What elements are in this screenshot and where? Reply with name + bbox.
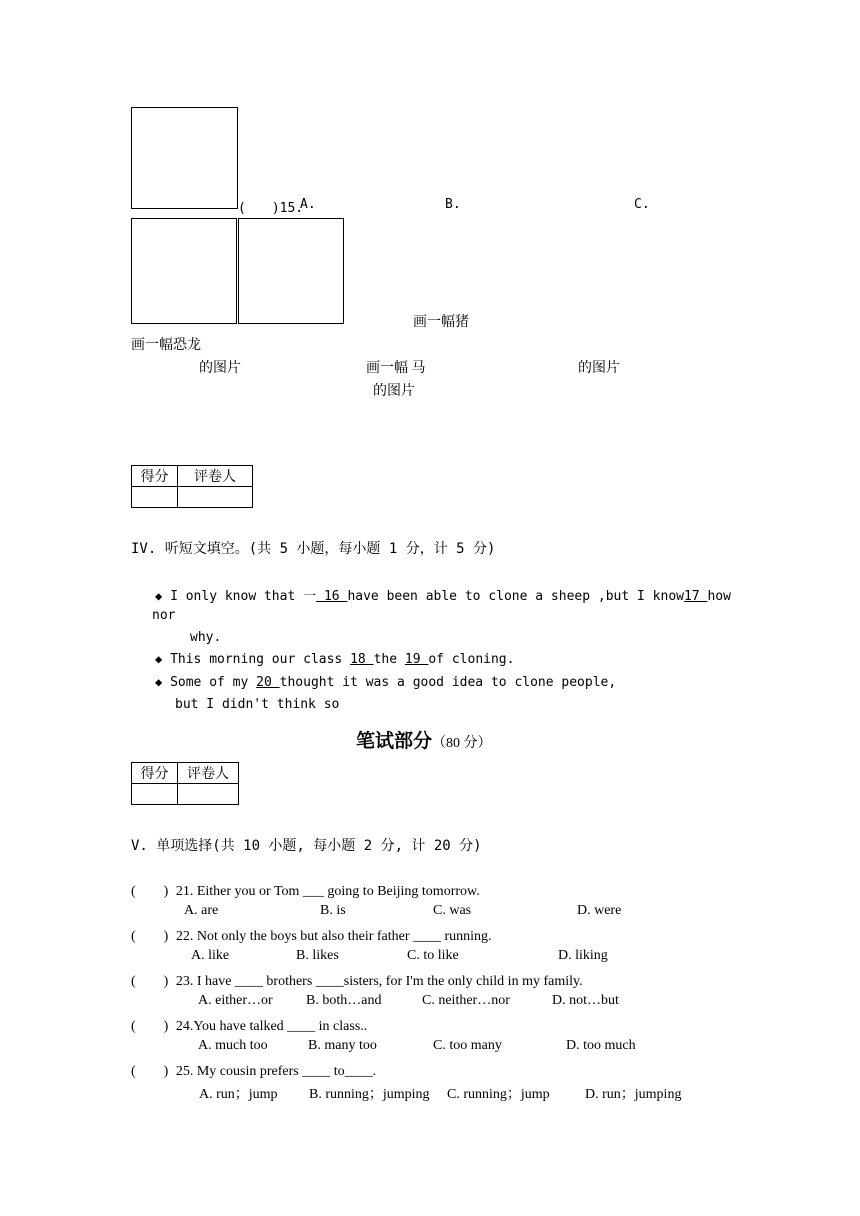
score-cell	[132, 784, 178, 805]
caption-horse-2: 的图片	[373, 384, 415, 399]
caption-dino-2: 的图片	[199, 361, 241, 376]
grader-cell	[178, 784, 239, 805]
question-24	[131, 1015, 367, 1035]
caption-pig: 画一幅猪	[413, 315, 469, 330]
q25-option-b[interactable]: B. running；jumping	[309, 1087, 430, 1102]
question-25	[131, 1060, 376, 1080]
text: of cloning.	[428, 652, 515, 667]
q22-option-b[interactable]: B. likes	[296, 948, 339, 963]
q15-option-a: A.	[300, 197, 316, 212]
score-header: 得分	[132, 763, 178, 784]
q24-option-d[interactable]: D. too much	[566, 1038, 636, 1053]
answer-paren[interactable]: ( )	[131, 1064, 169, 1079]
grader-header: 评卷人	[178, 763, 239, 784]
picture-box-b	[131, 218, 237, 324]
blank-20[interactable]: 20	[256, 675, 280, 690]
q25-option-a[interactable]: A. run；jump	[199, 1087, 278, 1102]
text: have been able to clone a sheep ,but I know	[347, 589, 684, 604]
q23-option-d[interactable]: D. not…but	[552, 993, 619, 1008]
text: Some of my	[170, 675, 257, 690]
q23-option-a[interactable]: A. either…or	[198, 993, 273, 1008]
score-table-2	[131, 762, 239, 805]
picture-box-c	[238, 218, 344, 324]
bullet-diamond-icon: ◆	[155, 675, 163, 689]
q22-option-c[interactable]: C. to like	[407, 948, 459, 963]
fill-line-2	[155, 652, 514, 667]
text: thought it was a good idea to clone people,	[279, 675, 617, 690]
q23-option-c[interactable]: C. neither…nor	[422, 993, 510, 1008]
answer-paren[interactable]: ( )	[131, 929, 169, 944]
question-stem: 25. My cousin prefers ____ to____.	[175, 1064, 377, 1079]
question-stem: 22. Not only the boys but also their father ____ running.	[175, 929, 492, 944]
q21-option-c[interactable]: C. was	[433, 903, 472, 918]
section-5-title: V. 单项选择(共 10 小题, 每小题 2 分, 计 20 分)	[131, 838, 482, 854]
answer-paren[interactable]: ( )	[131, 884, 169, 899]
blank-17[interactable]: 17	[683, 589, 708, 604]
blank-19[interactable]: 19	[404, 652, 429, 667]
caption-horse: 画一幅 马	[366, 361, 426, 376]
question-stem: 21. Either you or Tom ___ going to Beijing tomorrow.	[175, 884, 480, 899]
caption-pig-2: 的图片	[578, 361, 620, 376]
q24-option-c[interactable]: C. too many	[433, 1038, 502, 1053]
fill-line-3-cont: but I didn't think so	[175, 697, 340, 712]
q25-option-d[interactable]: D. run；jumping	[585, 1087, 682, 1102]
bullet-diamond-icon: ◆	[155, 652, 163, 666]
q25-option-c[interactable]: C. running；jump	[447, 1087, 550, 1102]
q21-option-b[interactable]: B. is	[320, 903, 346, 918]
q15-paren: ( )15.	[238, 201, 304, 216]
fill-line-1-cont: nor	[152, 608, 176, 623]
blank-18[interactable]: 18	[350, 652, 374, 667]
q21-option-a[interactable]: A. are	[184, 903, 219, 918]
question-22	[131, 925, 492, 945]
score-header: 得分	[132, 466, 178, 487]
blank-16[interactable]: 16	[316, 589, 348, 604]
bullet-diamond-icon: ◆	[155, 589, 163, 603]
grader-cell	[178, 487, 253, 508]
q15-option-c: C.	[634, 197, 650, 212]
fill-line-1	[155, 585, 731, 604]
grader-header: 评卷人	[178, 466, 253, 487]
picture-box-a	[131, 107, 238, 209]
q21-option-d[interactable]: D. were	[577, 903, 622, 918]
text: I only know that 一	[170, 589, 317, 604]
question-21	[131, 880, 480, 900]
written-section-title	[356, 726, 492, 753]
answer-paren[interactable]: ( )	[131, 974, 169, 989]
q24-option-b[interactable]: B. many too	[308, 1038, 377, 1053]
question-stem: 24.You have talked ____ in class..	[175, 1019, 368, 1034]
q15-option-b: B.	[445, 197, 461, 212]
q22-option-a[interactable]: A. like	[191, 948, 230, 963]
text: This morning our class	[170, 652, 351, 667]
title-text: 笔试部分	[356, 730, 433, 752]
q24-option-a[interactable]: A. much too	[198, 1038, 268, 1053]
q22-option-d[interactable]: D. liking	[558, 948, 608, 963]
score-table-1	[131, 465, 253, 508]
fill-line-3	[155, 675, 616, 690]
fill-line-1-cont-2: why.	[190, 630, 222, 645]
answer-paren[interactable]: ( )	[131, 1019, 169, 1034]
question-stem: 23. I have ____ brothers ____sisters, for I'm the only child in my family.	[175, 974, 583, 989]
caption-dino: 画一幅恐龙	[131, 338, 201, 353]
text: the	[373, 652, 405, 667]
section-4-title: IV. 听短文填空。(共 5 小题，每小题 1 分，计 5 分)	[131, 541, 496, 557]
q23-option-b[interactable]: B. both…and	[306, 993, 382, 1008]
score-cell	[132, 487, 178, 508]
text: how	[707, 589, 731, 604]
points-text: （80 分）	[432, 736, 492, 751]
question-23	[131, 970, 583, 990]
